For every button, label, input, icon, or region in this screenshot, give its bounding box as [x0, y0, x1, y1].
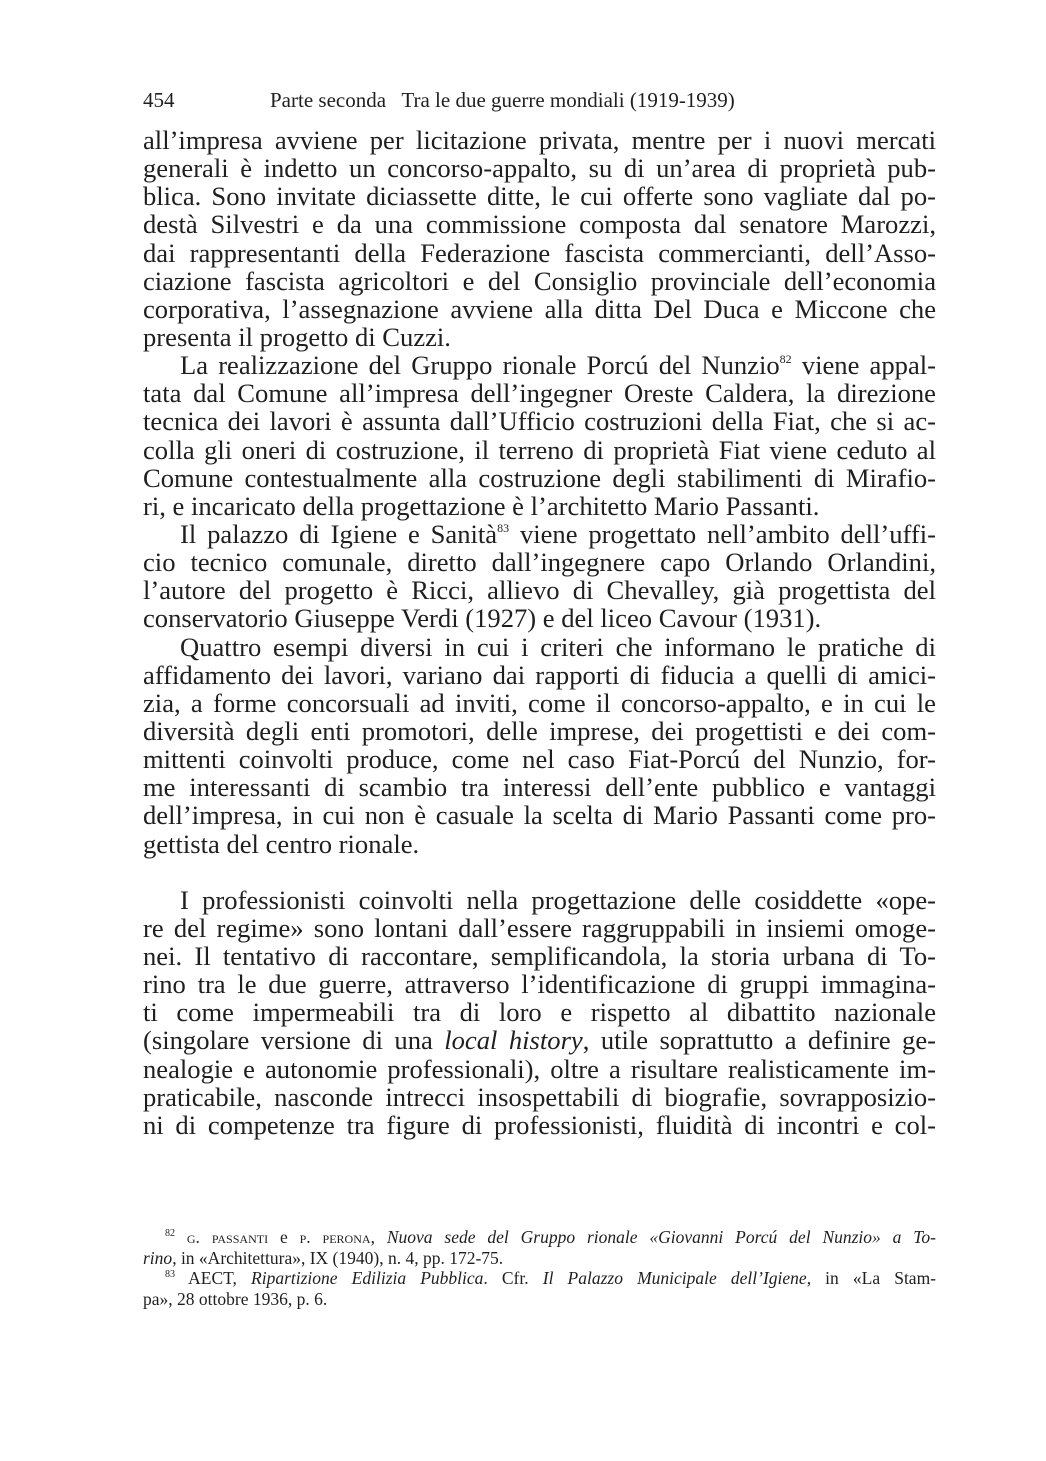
footnote-ref-82[interactable]: 82 [779, 352, 792, 367]
text-segment: viene progettato nell’ambito dell’uffi- [509, 518, 936, 549]
footnotes [143, 1227, 936, 1309]
text-line: ciazione fascista agricoltori e del Consiglio provinciale dell’economia [143, 265, 936, 296]
text-line: dell’impresa, in cui non è casuale la scelta di Mario Passanti come pro- [143, 800, 936, 831]
page-number: 454 [143, 88, 175, 112]
text-segment: , [370, 1227, 387, 1247]
text-segment: , utile soprattutto a definire ge- [582, 1025, 937, 1056]
text-segment: . Cfr. [483, 1268, 543, 1288]
text-line: all’impresa avviene per licitazione privata, mentre per i nuovi mercati [143, 125, 936, 155]
text-segment: Il palazzo di Igiene e Sanità [180, 518, 498, 549]
paragraph-4 [143, 633, 936, 858]
text-line: tata dal Comune all’impresa dell’ingegner Oreste Caldera, la direzione [143, 378, 936, 409]
text-line: l’autore del progetto è Ricci, allievo di Chevalley, già progettista del [143, 575, 936, 606]
text-line [143, 1026, 936, 1054]
text-segment: AECT, [175, 1268, 252, 1288]
text-line: nei. Il tentativo di raccontare, semplificandola, la storia urbana di To- [143, 940, 936, 971]
text-line: presenta il progetto di Cuzzi. [143, 321, 451, 352]
citation-title: rino [143, 1247, 173, 1268]
text-line: Comune contestualmente alla costruzione degli stabilimenti di Mirafio- [143, 462, 936, 493]
paragraph-2 [143, 351, 936, 520]
text-segment: , in «La Stam- [806, 1268, 937, 1288]
text-line [143, 520, 936, 548]
text-line: ni di competenze tra figure di professionisti, fluidità di incontri e col- [143, 1109, 936, 1140]
citation-title: Nuova sede del Gruppo rionale «Giovanni Porcú del Nunzio» a To- [386, 1227, 937, 1247]
footnote-number: 83 [165, 1269, 175, 1280]
text-line: gettista del centro rionale. [143, 828, 420, 859]
section-break [143, 858, 936, 886]
text-segment: , in «Architettura», IX (1940), n. 4, pp. 172-75. [172, 1247, 504, 1268]
text-line: cio tecnico comunale, diretto dall’ingegnere capo Orlando Orlandini, [143, 547, 936, 578]
text-line: ti come impermeabili tra di loro e rispetto al dibattito nazionale [143, 997, 936, 1028]
text-line: re del regime» sono lontani dall’essere raggruppabili in insiemi omoge- [143, 912, 936, 943]
text-line: affidamento dei lavori, variano dai rapporti di fiducia a quelli di amici- [143, 659, 936, 690]
citation-title: Ripartizione Edilizia Pubblica [251, 1268, 484, 1288]
text-line: tecnica dei lavori è assunta dall’Ufficio costruzioni della Fiat, che si ac- [143, 406, 936, 437]
italic-term: local history [444, 1025, 583, 1056]
paragraph-3 [143, 520, 936, 633]
citation-title: Il Palazzo Municipale dell’Igiene [542, 1268, 807, 1288]
text-segment: viene appal- [791, 350, 936, 381]
text-segment: (singolare versione di una [143, 1025, 445, 1056]
paragraph-5 [143, 886, 936, 1139]
text-line: destà Silvestri e da una commissione composta dal senatore Marozzi, [143, 209, 936, 240]
text-line: me interessanti di scambio tra interessi dell’ente pubblico e vantaggi [143, 772, 936, 803]
main-text [143, 126, 936, 1139]
running-title: Parte seconda Tra le due guerre mondiali (1919-1939) [270, 88, 735, 112]
text-line [143, 351, 936, 379]
text-line: Quattro esempi diversi in cui i criteri che informano le pratiche di [180, 631, 936, 662]
text-line: blica. Sono invitate diciassette ditte, le cui offerte sono vagliate dal po- [143, 181, 936, 212]
footnote-ref-83[interactable]: 83 [497, 520, 510, 535]
footnote-number: 82 [165, 1228, 175, 1239]
text-line: corporativa, l’assegnazione avviene alla ditta Del Duca e Miccone che [143, 293, 936, 324]
footnote-line [143, 1248, 936, 1269]
author: g. passanti [186, 1227, 269, 1247]
text-line: mittenti coinvolti produce, come nel caso Fiat-Porcú del Nunzio, for- [143, 744, 936, 775]
author: p. perona [299, 1227, 371, 1247]
text-line: nealogie e autonomie professionali), oltre a risultare realisticamente im- [143, 1053, 936, 1084]
text-line: I professionisti coinvolti nella progettazione delle cosiddette «ope- [180, 884, 936, 915]
text-segment: e [268, 1227, 300, 1247]
text-line: dai rappresentanti della Federazione fascista commercianti, dell’Asso- [143, 237, 936, 268]
footnote-line: pa», 28 ottobre 1936, p. 6. [143, 1288, 328, 1309]
text-line: diversità degli enti promotori, delle imprese, dei progettisti e dei com- [143, 715, 936, 746]
text-line: zia, a forme concorsuali ad inviti, come il concorso-appalto, e in cui le [143, 687, 936, 718]
running-header [143, 88, 943, 112]
text-line: rino tra le due guerre, attraverso l’identificazione di gruppi immagina- [143, 969, 936, 1000]
text-line: praticabile, nasconde intrecci insospettabili di biografie, sovrapposizio- [143, 1081, 936, 1112]
footnote-line [143, 1268, 936, 1289]
text-line: conservatorio Giuseppe Verdi (1927) e del liceo Cavour (1931). [143, 603, 822, 634]
text-line: ri, e incaricato della progettazione è l’architetto Mario Passanti. [143, 490, 820, 521]
footnote-83 [143, 1268, 936, 1309]
text-line: colla gli oneri di costruzione, il terreno di proprietà Fiat viene ceduto al [143, 434, 936, 465]
paragraph-1 [143, 126, 936, 351]
text-segment: La realizzazione del Gruppo rionale Porcú del Nunzio [180, 350, 780, 381]
footnote-line [143, 1227, 936, 1248]
footnote-82 [143, 1227, 936, 1268]
text-line: generali è indetto un concorso-appalto, su di un’area di proprietà pub- [143, 153, 936, 184]
